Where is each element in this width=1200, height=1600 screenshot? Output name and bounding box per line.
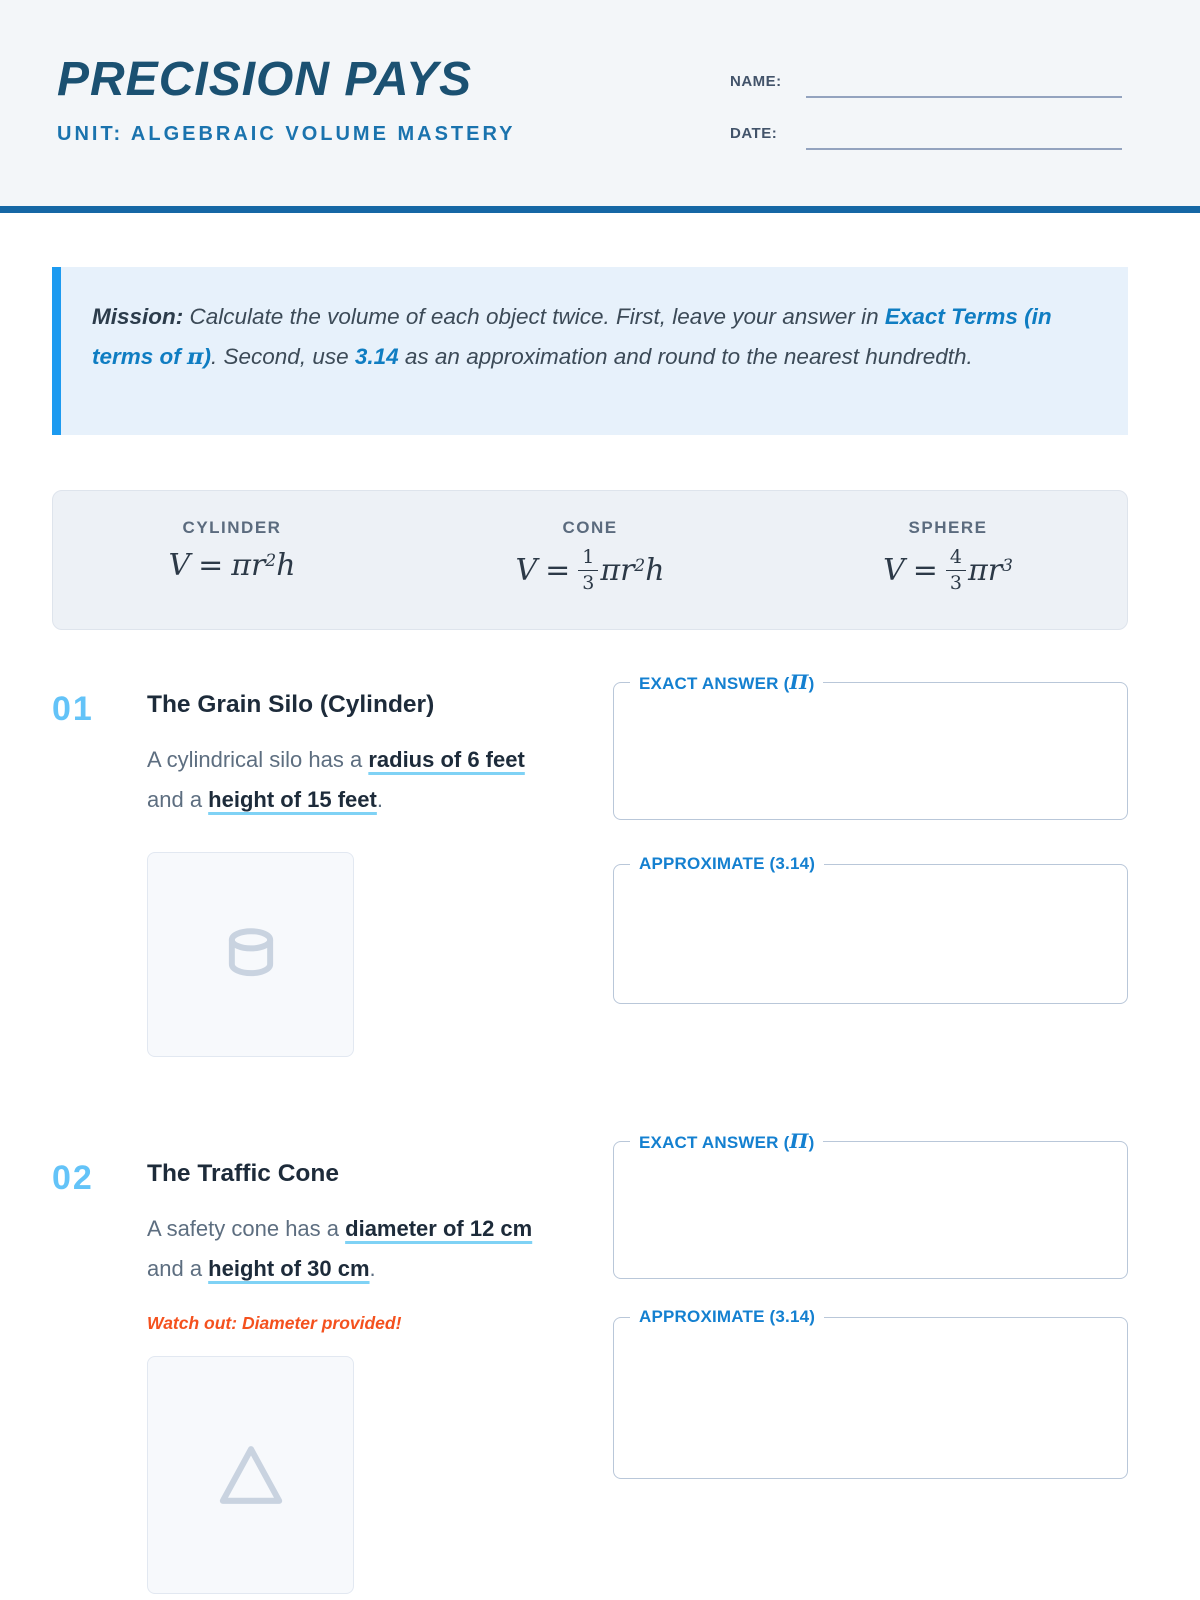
approximate-answer-box[interactable]: [613, 854, 1128, 1004]
problem-title: The Grain Silo (Cylinder): [147, 691, 435, 718]
cylinder-icon: [218, 922, 284, 988]
pi-symbol: Π: [789, 670, 809, 694]
name-input-line[interactable]: [806, 72, 1122, 98]
name-row: [730, 72, 1122, 98]
cone-label: CONE: [562, 518, 618, 537]
worksheet-body: [0, 267, 1200, 1594]
mission-em1-close: ): [203, 344, 211, 369]
highlight-diameter: diameter of 12 cm: [345, 1216, 533, 1241]
formula-cylinder: [53, 518, 411, 629]
problem-description: A cylindrical silo has a radius of 6 feet and a height of 15 feet.: [147, 747, 525, 812]
cylinder-label: CYLINDER: [182, 518, 282, 537]
header-titles: [57, 0, 516, 206]
date-label: DATE:: [730, 125, 778, 142]
mission-text: [92, 297, 1052, 377]
problem-02-info: [52, 1129, 613, 1594]
problem-02: [52, 1129, 1128, 1594]
sphere-label: SPHERE: [908, 518, 988, 537]
formula-sphere: [769, 518, 1127, 629]
problem-01-info: [52, 670, 613, 1057]
highlight-height: height of 15 feet: [208, 787, 377, 812]
mission-em2: 3.14: [354, 344, 399, 369]
problem-description: A safety cone has a diameter of 12 cm and a height of 30 cm.: [147, 1216, 533, 1281]
cone-formula: V = $\frac{1}{3}$ $\pi r^2h$: [515, 546, 665, 594]
warning-note: Watch out: Diameter provided!: [147, 1313, 402, 1333]
problem-number: 01: [52, 690, 94, 728]
approximate-answer-box[interactable]: [613, 1307, 1128, 1479]
date-row: [730, 124, 1122, 150]
problem-01-head: [52, 670, 613, 726]
problem-01: [52, 670, 1128, 1057]
problem-number: 02: [52, 1159, 94, 1197]
formula-cone: [411, 518, 769, 629]
mission-lead: Mission:: [92, 304, 184, 329]
page-title: PRECISION PAYS: [57, 53, 472, 106]
figure-panel: [147, 1356, 354, 1594]
worksheet-header: [0, 0, 1200, 213]
unit-subtitle: UNIT: ALGEBRAIC VOLUME MASTERY: [57, 123, 516, 145]
exact-answer-legend: EXACT ANSWER (Π): [639, 1129, 815, 1153]
exact-answer-box[interactable]: [613, 670, 1128, 820]
problem-title: The Traffic Cone: [147, 1160, 339, 1187]
date-input-line[interactable]: [806, 124, 1122, 150]
highlight-radius: radius of 6 feet: [368, 747, 525, 772]
formula-reference-card: [52, 490, 1128, 630]
mission-seg1: Calculate the volume of each object twice. First, leave your answer in: [183, 304, 885, 329]
mission-callout: [52, 267, 1128, 435]
figure-panel: [147, 852, 354, 1057]
sphere-formula: V = $\frac{4}{3}$ $\pi r^3$: [883, 546, 1013, 594]
problem-01-answers: [613, 670, 1128, 1004]
highlight-height: height of 30 cm: [208, 1256, 370, 1281]
name-label: NAME:: [730, 73, 782, 90]
approximate-answer-legend: APPROXIMATE (3.14): [639, 1307, 816, 1326]
pi-symbol: π: [187, 344, 204, 370]
exact-answer-legend: EXACT ANSWER (Π): [639, 670, 815, 694]
mission-seg2: . Second, use: [211, 344, 355, 369]
problem-02-head: [52, 1129, 613, 1195]
mission-em1: Exact Terms (in terms of: [92, 304, 1052, 369]
approximate-answer-legend: APPROXIMATE (3.14): [639, 854, 816, 873]
cone-icon: [213, 1440, 289, 1510]
mission-seg3: as an approximation and round to the nearest hundredth.: [398, 344, 973, 369]
student-info: [730, 0, 1122, 206]
problem-02-answers: [613, 1129, 1128, 1479]
exact-answer-box[interactable]: [613, 1129, 1128, 1279]
pi-symbol: Π: [789, 1129, 809, 1153]
cylinder-formula: $V = \pi r^2h$: [168, 548, 296, 583]
